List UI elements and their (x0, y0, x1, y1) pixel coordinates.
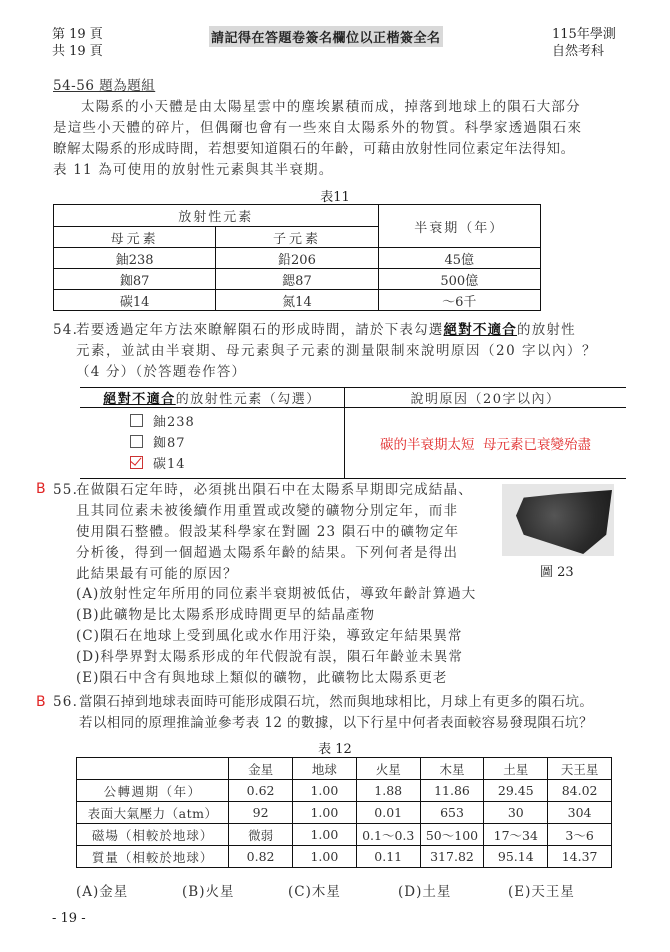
cell: 1.00 (293, 780, 357, 802)
q54-answer-table (80, 387, 626, 479)
cell: 84.02 (548, 780, 612, 802)
option-e[interactable]: (E)隕石中含有與地球上類似的礦物，此礦物比太陽系更老 (76, 670, 448, 686)
row-label: 磁場（相較於地球） (77, 824, 229, 846)
cell: 0.11 (356, 846, 420, 868)
table-row (77, 824, 612, 846)
figure23-caption: 圖 23 (540, 565, 574, 580)
option-label: 碳14 (153, 456, 186, 472)
cell: 微弱 (229, 824, 293, 846)
q54-emphasis: 絕對不適合 (443, 322, 517, 338)
option-carbon14[interactable] (130, 454, 344, 475)
q55-text: 使用隕石整體。假設某科學家在對圖 23 隕石中的礦物定年 (76, 524, 460, 540)
checkbox-icon[interactable] (130, 435, 143, 448)
table-row (77, 846, 612, 868)
q54-number: 54. (53, 322, 79, 338)
option-b[interactable]: (B)此礦物是比太陽系形成時間更早的結晶產物 (76, 607, 375, 623)
table12-col-uranus: 天王星 (548, 758, 612, 780)
q54-stem (76, 320, 636, 383)
intro-line: 瞭解太陽系的形成時間，若想要知道隕石的年齡，可藉由放射性同位素定年法得知。 (53, 141, 575, 157)
intro-line: 太陽系的小天體是由太陽星雲中的塵埃累積而成，掉落到地球上的隕石大部分 (81, 99, 581, 115)
q54-options-cell (80, 408, 345, 479)
q55-options (76, 584, 596, 689)
table-row (54, 269, 541, 290)
intro-line: 是這些小天體的碎片，但偶爾也會有一些來自太陽系外的物質。科學家透過隕石來 (53, 120, 583, 136)
q54-col1-text: 的放射性元素（勾選） (175, 392, 321, 407)
signature-reminder-banner: 請記得在答題卷簽名欄位以正楷簽全名 (209, 26, 443, 47)
q54-answer-cell (345, 408, 627, 479)
checked-checkbox-icon[interactable] (130, 456, 143, 469)
page-total: 共 19 頁 (52, 44, 103, 59)
q54-text: 若要透過定年方法來瞭解隕石的形成時間，請於下表勾選 (76, 322, 444, 338)
cell-parent: 銣87 (54, 269, 216, 290)
cell: 653 (420, 802, 484, 824)
q56-option-a[interactable]: (A)金星 (76, 884, 129, 900)
table11 (53, 204, 541, 311)
table-row (54, 248, 541, 269)
option-rubidium87[interactable] (130, 433, 344, 454)
option-a[interactable]: (A)放射性定年所用的同位素半衰期被低估，導致年齡計算過大 (76, 586, 477, 602)
cell: 17～34 (484, 824, 548, 846)
cell-parent: 碳14 (54, 290, 216, 311)
table11-parent-header: 母元素 (54, 227, 216, 248)
intro-line: 表 11 為可使用的放射性元素與其半衰期。 (53, 162, 334, 178)
cell-halflife: ～6千 (378, 290, 540, 311)
cell: 0.82 (229, 846, 293, 868)
q54-col1-header (80, 388, 345, 408)
table11-halflife-header: 半衰期（年） (378, 205, 540, 248)
exam-title: 115年學測 (552, 27, 616, 42)
option-d[interactable]: (D)科學界對太陽系形成的年代假說有誤，隕石年齡並未異常 (76, 649, 463, 665)
q55-number: 55. (53, 482, 79, 498)
table11-group-header: 放射性元素 (54, 205, 379, 227)
cell: 1.88 (356, 780, 420, 802)
q56-option-b[interactable]: (B)火星 (182, 884, 235, 900)
cell: 92 (229, 802, 293, 824)
table12-caption: 表 12 (318, 742, 352, 757)
q56-number: 56. (53, 694, 79, 710)
subject-name: 自然考科 (552, 44, 605, 59)
q55-stem (76, 480, 506, 585)
q54-handwritten-answer: 碳的半衰期太短 母元素已衰變殆盡 (379, 437, 592, 453)
row-label: 表面大氣壓力（atm） (77, 802, 229, 824)
cell: 1.00 (293, 846, 357, 868)
group-title: 54-56 題為題組 (53, 78, 156, 94)
cell: 1.00 (293, 824, 357, 846)
cell: 304 (548, 802, 612, 824)
q56-text: 當隕石掉到地球表面時可能形成隕石坑，然而與地球相比，月球上有更多的隕石坑。 (79, 694, 594, 710)
table12-col-mars: 火星 (356, 758, 420, 780)
cell: 14.37 (548, 846, 612, 868)
q56-option-d[interactable]: (D)土星 (398, 884, 452, 900)
q56-option-c[interactable]: (C)木星 (288, 884, 341, 900)
cell: 29.45 (484, 780, 548, 802)
q56-answer-mark: B (36, 694, 46, 710)
table-row (77, 802, 612, 824)
cell: 11.86 (420, 780, 484, 802)
cell: 3～6 (548, 824, 612, 846)
cell-halflife: 45億 (378, 248, 540, 269)
table12 (76, 757, 612, 868)
cell: 95.14 (484, 846, 548, 868)
table12-col-jupiter: 木星 (420, 758, 484, 780)
cell: 0.1～0.3 (356, 824, 420, 846)
table-row (54, 290, 541, 311)
cell: 1.00 (293, 802, 357, 824)
row-label: 公轉週期（年） (77, 780, 229, 802)
cell-parent: 鈾238 (54, 248, 216, 269)
q55-text: 在做隕石定年時，必須挑出隕石中在太陽系早期即完成結晶、 (76, 482, 473, 498)
q56-option-e[interactable]: (E)天王星 (508, 884, 575, 900)
q55-text: 此結果最有可能的原因？ (76, 566, 238, 582)
option-label: 鈾238 (153, 414, 195, 430)
cell-daughter: 鉛206 (216, 248, 378, 269)
q54-col1-emphasis: 絕對不適合 (103, 392, 176, 407)
q56-text: 若以相同的原理推論並參考表 12 的數據，以下行星中何者表面較容易發現隕石坑？ (79, 715, 593, 731)
q55-text: 且其同位素未被後續作用重置或改變的礦物分別定年，而非 (76, 503, 459, 519)
cell: 50～100 (420, 824, 484, 846)
row-label: 質量（相較於地球） (77, 846, 229, 868)
table-row (77, 780, 612, 802)
option-label: 銣87 (153, 435, 186, 451)
q55-answer-mark: B (36, 481, 46, 497)
table12-col-saturn: 土星 (484, 758, 548, 780)
option-uranium238[interactable] (130, 412, 344, 433)
q54-points: （4 分）（於答題卷作答） (76, 364, 247, 380)
cell-halflife: 500億 (378, 269, 540, 290)
q54-text: 元素，並試由半衰期、母元素與子元素的測量限制來說明原因（20 字以內）？ (76, 343, 597, 359)
meteorite-figure (502, 484, 614, 556)
intro-paragraph (53, 97, 613, 181)
table12-col-venus: 金星 (229, 758, 293, 780)
table12-corner (77, 758, 229, 780)
cell-daughter: 氮14 (216, 290, 378, 311)
table11-caption: 表11 (320, 190, 350, 205)
option-c[interactable]: (C)隕石在地球上受到風化或水作用汙染，導致定年結果異常 (76, 628, 463, 644)
page-number-footer: - 19 - (52, 911, 86, 926)
q54-text: 的放射性 (517, 322, 576, 338)
q55-text: 分析後，得到一個超過太陽系年齡的結果。下列何者是得出 (76, 545, 459, 561)
meteorite-image (516, 490, 612, 554)
checkbox-icon[interactable] (130, 414, 143, 427)
cell: 0.01 (356, 802, 420, 824)
page-current: 第 19 頁 (52, 27, 103, 42)
q54-col2-header: 說明原因（20字以內） (345, 388, 627, 408)
table12-col-earth: 地球 (293, 758, 357, 780)
cell: 0.62 (229, 780, 293, 802)
cell-daughter: 鍶87 (216, 269, 378, 290)
table11-daughter-header: 子元素 (216, 227, 378, 248)
cell: 317.82 (420, 846, 484, 868)
cell: 30 (484, 802, 548, 824)
q56-stem (79, 692, 639, 734)
